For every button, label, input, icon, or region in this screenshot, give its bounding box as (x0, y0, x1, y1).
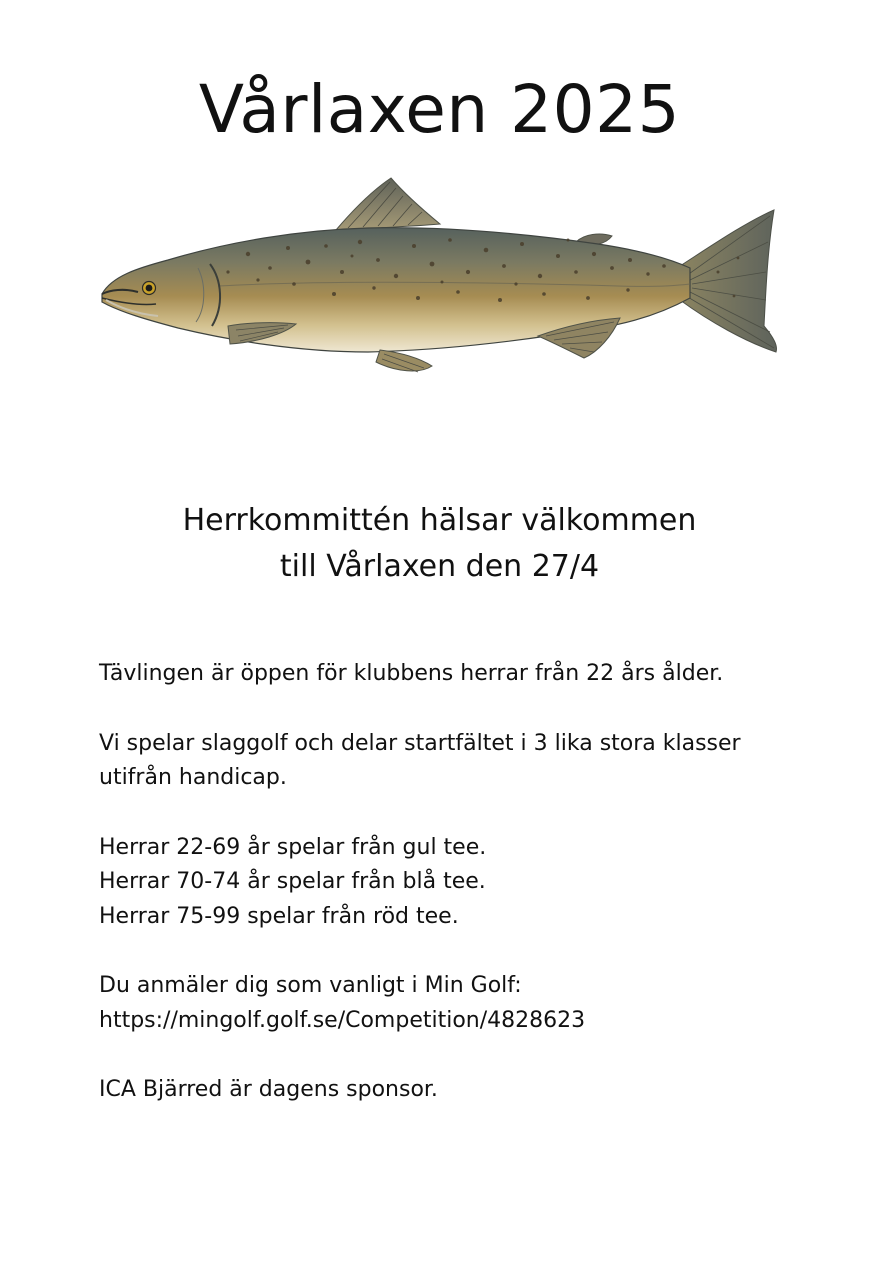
welcome-message (0, 498, 879, 590)
sponsor-text: ICA Bjärred är dagens sponsor. (99, 1077, 438, 1102)
salmon-fish-icon (98, 176, 782, 386)
tees-paragraph (99, 831, 819, 935)
signup-link[interactable]: https://mingolf.golf.se/Competition/4828623 (99, 1007, 586, 1033)
tee-line-yellow: Herrar 22-69 år spelar från gul tee. (99, 834, 487, 860)
tee-line-red: Herrar 75-99 spelar från röd tee. (99, 903, 459, 929)
page-title: Vårlaxen 2025 (198, 71, 681, 148)
signup-text: Du anmäler dig som vanligt i Min Golf: (99, 973, 522, 998)
eligibility-text: Tävlingen är öppen för klubbens herrar från 22 års ålder. (99, 661, 724, 686)
tee-line-blue: Herrar 70-74 år spelar från blå tee. (99, 869, 486, 894)
format-paragraph (99, 727, 819, 796)
competition-info (99, 657, 819, 1143)
eligibility-paragraph (99, 657, 819, 692)
welcome-line-1: Herrkommittén hälsar välkommen (182, 503, 697, 538)
welcome-line-2: till Vårlaxen den 27/4 (279, 549, 600, 584)
signup-paragraph (99, 969, 819, 1038)
format-text-line-2: utifrån handicap. (99, 765, 287, 790)
format-text-line-1: Vi spelar slaggolf och delar startfältet i 3 lika stora klasser (99, 730, 741, 756)
sponsor-paragraph (99, 1073, 819, 1108)
